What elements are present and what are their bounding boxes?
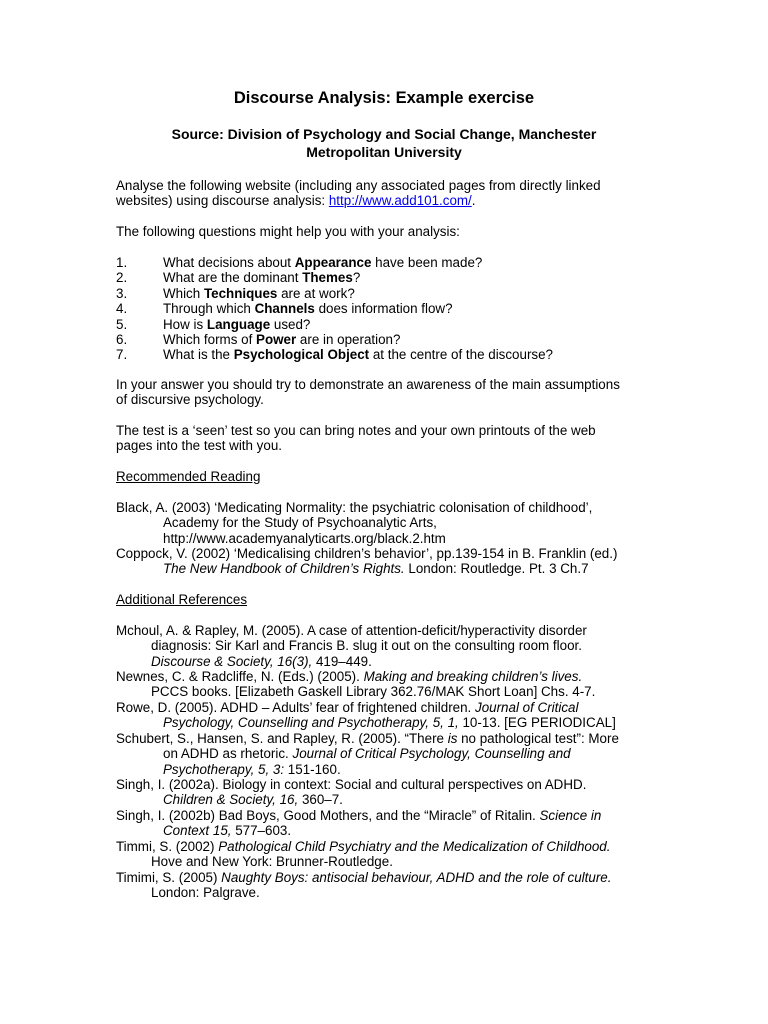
- question-keyword: Channels: [254, 301, 315, 317]
- ref-newnes-title: Making and breaking children’s lives.: [363, 669, 583, 684]
- ref-singh-b-line-2: [116, 823, 601, 838]
- ref-coppock: [116, 546, 617, 577]
- ref-schubert-journal-a: Journal of Critical Psychology, Counselling and: [292, 746, 571, 762]
- question-number: 2.: [116, 270, 128, 286]
- question-text-end: used?: [270, 316, 311, 332]
- question-text: [163, 286, 355, 301]
- question-text-start: Through which: [163, 301, 255, 317]
- ref-rowe-line-1: [116, 700, 578, 715]
- question-keyword: Psychological Object: [233, 347, 370, 363]
- test-note-line-2: pages into the test with you.: [116, 438, 282, 453]
- ref-timimi-line-1: [116, 870, 611, 885]
- ref-schubert-pages: 151-160.: [284, 761, 341, 777]
- ref-singh-a-pages: 360–7.: [298, 792, 343, 808]
- ref-rowe-line-2: [116, 715, 616, 730]
- question-text-start: How is: [163, 316, 207, 332]
- ref-coppock-rest: London: Routledge. Pt. 3 Ch.7: [404, 561, 589, 577]
- ref-rowe-journal-b: Psychology, Counselling and Psychotherapy, 5, 1,: [163, 715, 459, 731]
- question-item: [0, 347, 600, 363]
- question-text: [163, 347, 553, 362]
- ref-coppock-line-1: Coppock, V. (2002) ‘Medicalising children’s behavior’, pp.139-154 in B. Franklin (ed.): [116, 546, 618, 561]
- ref-singh-a: [116, 777, 586, 808]
- question-text-end: does information flow?: [314, 301, 453, 317]
- question-keyword: Appearance: [294, 255, 372, 270]
- ref-mchoul: [116, 623, 587, 669]
- question-text: [163, 301, 453, 316]
- ref-timmi-line-2: Hove and New York: Brunner-Routledge.: [151, 854, 393, 870]
- question-number: 3.: [116, 285, 128, 301]
- question-keyword: Language: [206, 316, 271, 332]
- ref-timimi-title: Naughty Boys: antisocial behaviour, ADHD and the role of culture.: [221, 870, 612, 885]
- ref-schubert-journal-b: Psychotherapy, 5, 3:: [163, 761, 285, 777]
- ref-singh-a-journal: Children & Society, 16,: [163, 792, 299, 808]
- ref-rowe-pages: 10-13. [EG PERIODICAL]: [458, 715, 616, 731]
- ref-singh-b-pages: 577–603.: [231, 823, 292, 839]
- question-text-end: have been made?: [371, 255, 483, 270]
- website-link[interactable]: http://www.add101.com/: [328, 193, 472, 208]
- ref-rowe-journal-a: Journal of Critical: [475, 700, 579, 715]
- question-item: [0, 301, 600, 317]
- intro-line-2: [116, 193, 476, 208]
- ref-schubert-line-2: [116, 746, 619, 761]
- additional-references-heading: Additional References: [116, 592, 248, 607]
- ref-timimi-author: Timimi, S. (2005): [116, 870, 222, 885]
- ref-newnes-line-1: [116, 669, 582, 684]
- ref-newnes: [116, 669, 595, 700]
- answer-note-line-1: In your answer you should try to demonstrate an awareness of the main assumptions: [116, 377, 620, 392]
- question-keyword: Power: [256, 332, 297, 347]
- ref-singh-a-line-1: Singh, I. (2002a). Biology in context: Social and cultural perspectives on ADHD.: [116, 777, 587, 792]
- ref-singh-b-journal-a: Science in: [539, 808, 602, 823]
- ref-mchoul-line-3: [116, 654, 587, 669]
- question-number: 6.: [116, 332, 128, 347]
- question-item: [0, 317, 600, 333]
- ref-schubert-title-end: on ADHD as rhetoric.: [163, 746, 293, 762]
- ref-schubert: [116, 731, 619, 777]
- ref-schubert-is: is: [447, 731, 458, 746]
- question-text-start: What is the: [163, 347, 234, 363]
- answer-note-line-2: of discursive psychology.: [116, 392, 264, 407]
- ref-mchoul-pages: 419–449.: [312, 653, 372, 669]
- question-number: 5.: [116, 316, 128, 332]
- ref-singh-b: [116, 808, 601, 839]
- ref-newnes-line-2: PCCS books. [Elizabeth Gaskell Library 362.76/MAK Short Loan] Chs. 4-7.: [151, 684, 596, 700]
- ref-black: [116, 500, 592, 546]
- ref-timmi: [116, 839, 610, 870]
- ref-timmi-line-1: [116, 839, 610, 854]
- ref-schubert-title: no pathological test”: More: [457, 731, 619, 746]
- question-text: [163, 317, 310, 332]
- question-text-start: What are the dominant: [163, 270, 303, 286]
- recommended-reading-heading: Recommended Reading: [116, 469, 261, 484]
- ref-rowe: [116, 700, 616, 731]
- source-line-1: Source: Division of Psychology and Social Change, Manchester: [171, 126, 597, 142]
- ref-rowe-authors: Rowe, D. (2005). ADHD – Adults’ fear of frightened children.: [116, 700, 475, 715]
- question-item: [0, 286, 600, 302]
- document-title: Discourse Analysis: Example exercise: [233, 89, 535, 107]
- ref-singh-b-journal-b: Context 15,: [163, 823, 232, 839]
- question-text-start: Which forms of: [163, 332, 257, 347]
- question-text-start: Which: [163, 285, 204, 301]
- intro-text: websites) using discourse analysis:: [116, 193, 329, 208]
- ref-coppock-line-2: [116, 561, 617, 576]
- intro-line-1: Analyse the following website (including any associated pages from directly linked: [116, 178, 601, 193]
- ref-newnes-authors: Newnes, C. & Radcliffe, N. (Eds.) (2005).: [116, 669, 364, 684]
- question-keyword: Themes: [302, 270, 353, 286]
- ref-schubert-authors: Schubert, S., Hansen, S. and Rapley, R. (2005). “There: [116, 731, 448, 746]
- ref-coppock-title: The New Handbook of Children’s Rights.: [163, 561, 405, 577]
- ref-black-line-2: Academy for the Study of Psychoanalytic Arts,: [163, 515, 437, 531]
- source-line-2: Metropolitan University: [306, 144, 462, 160]
- ref-singh-b-authors: Singh, I. (2002b) Bad Boys, Good Mothers, and the “Miracle” of Ritalin.: [116, 808, 540, 823]
- ref-schubert-line-3: [116, 762, 619, 777]
- intro-period: .: [471, 193, 476, 208]
- ref-black-line-1: Black, A. (2003) ‘Medicating Normality: the psychiatric colonisation of childhood’,: [116, 500, 593, 515]
- ref-timmi-title: Pathological Child Psychiatry and the Medicalization of Childhood.: [218, 839, 611, 854]
- question-text: [163, 270, 360, 285]
- ref-timimi-line-2: London: Palgrave.: [151, 885, 260, 901]
- question-item: [0, 332, 600, 348]
- question-text: [163, 332, 400, 347]
- question-text-start: What decisions about: [163, 255, 295, 270]
- question-text: [163, 255, 482, 270]
- question-number: 4.: [116, 301, 128, 317]
- question-number: 7.: [116, 347, 128, 363]
- ref-mchoul-journal: Discourse & Society, 16(3),: [151, 653, 313, 669]
- questions-intro: The following questions might help you with your analysis:: [116, 224, 460, 239]
- question-text-end: are at work?: [277, 285, 355, 301]
- ref-singh-a-line-2: [116, 792, 586, 807]
- question-text-end: at the centre of the discourse?: [369, 347, 554, 363]
- ref-schubert-line-1: [116, 731, 619, 746]
- test-note-line-1: The test is a ‘seen’ test so you can bring notes and your own printouts of the web: [116, 423, 596, 438]
- ref-mchoul-line-2: diagnosis: Sir Karl and Francis B. slug it out on the consulting room floor.: [151, 638, 582, 654]
- question-number: 1.: [116, 255, 128, 270]
- ref-black-line-3: http://www.academyanalyticarts.org/black.2.htm: [163, 530, 446, 546]
- question-text-end: are in operation?: [296, 332, 401, 347]
- ref-timmi-author: Timmi, S. (2002): [116, 839, 219, 854]
- question-text-end: ?: [352, 270, 361, 286]
- question-keyword: Techniques: [203, 285, 278, 301]
- question-item: [0, 255, 600, 271]
- question-item: [0, 270, 600, 286]
- ref-mchoul-line-1: Mchoul, A. & Rapley, M. (2005). A case of attention-deficit/hyperactivity disorder: [116, 623, 587, 638]
- ref-timimi: [116, 870, 611, 901]
- ref-singh-b-line-1: [116, 808, 601, 823]
